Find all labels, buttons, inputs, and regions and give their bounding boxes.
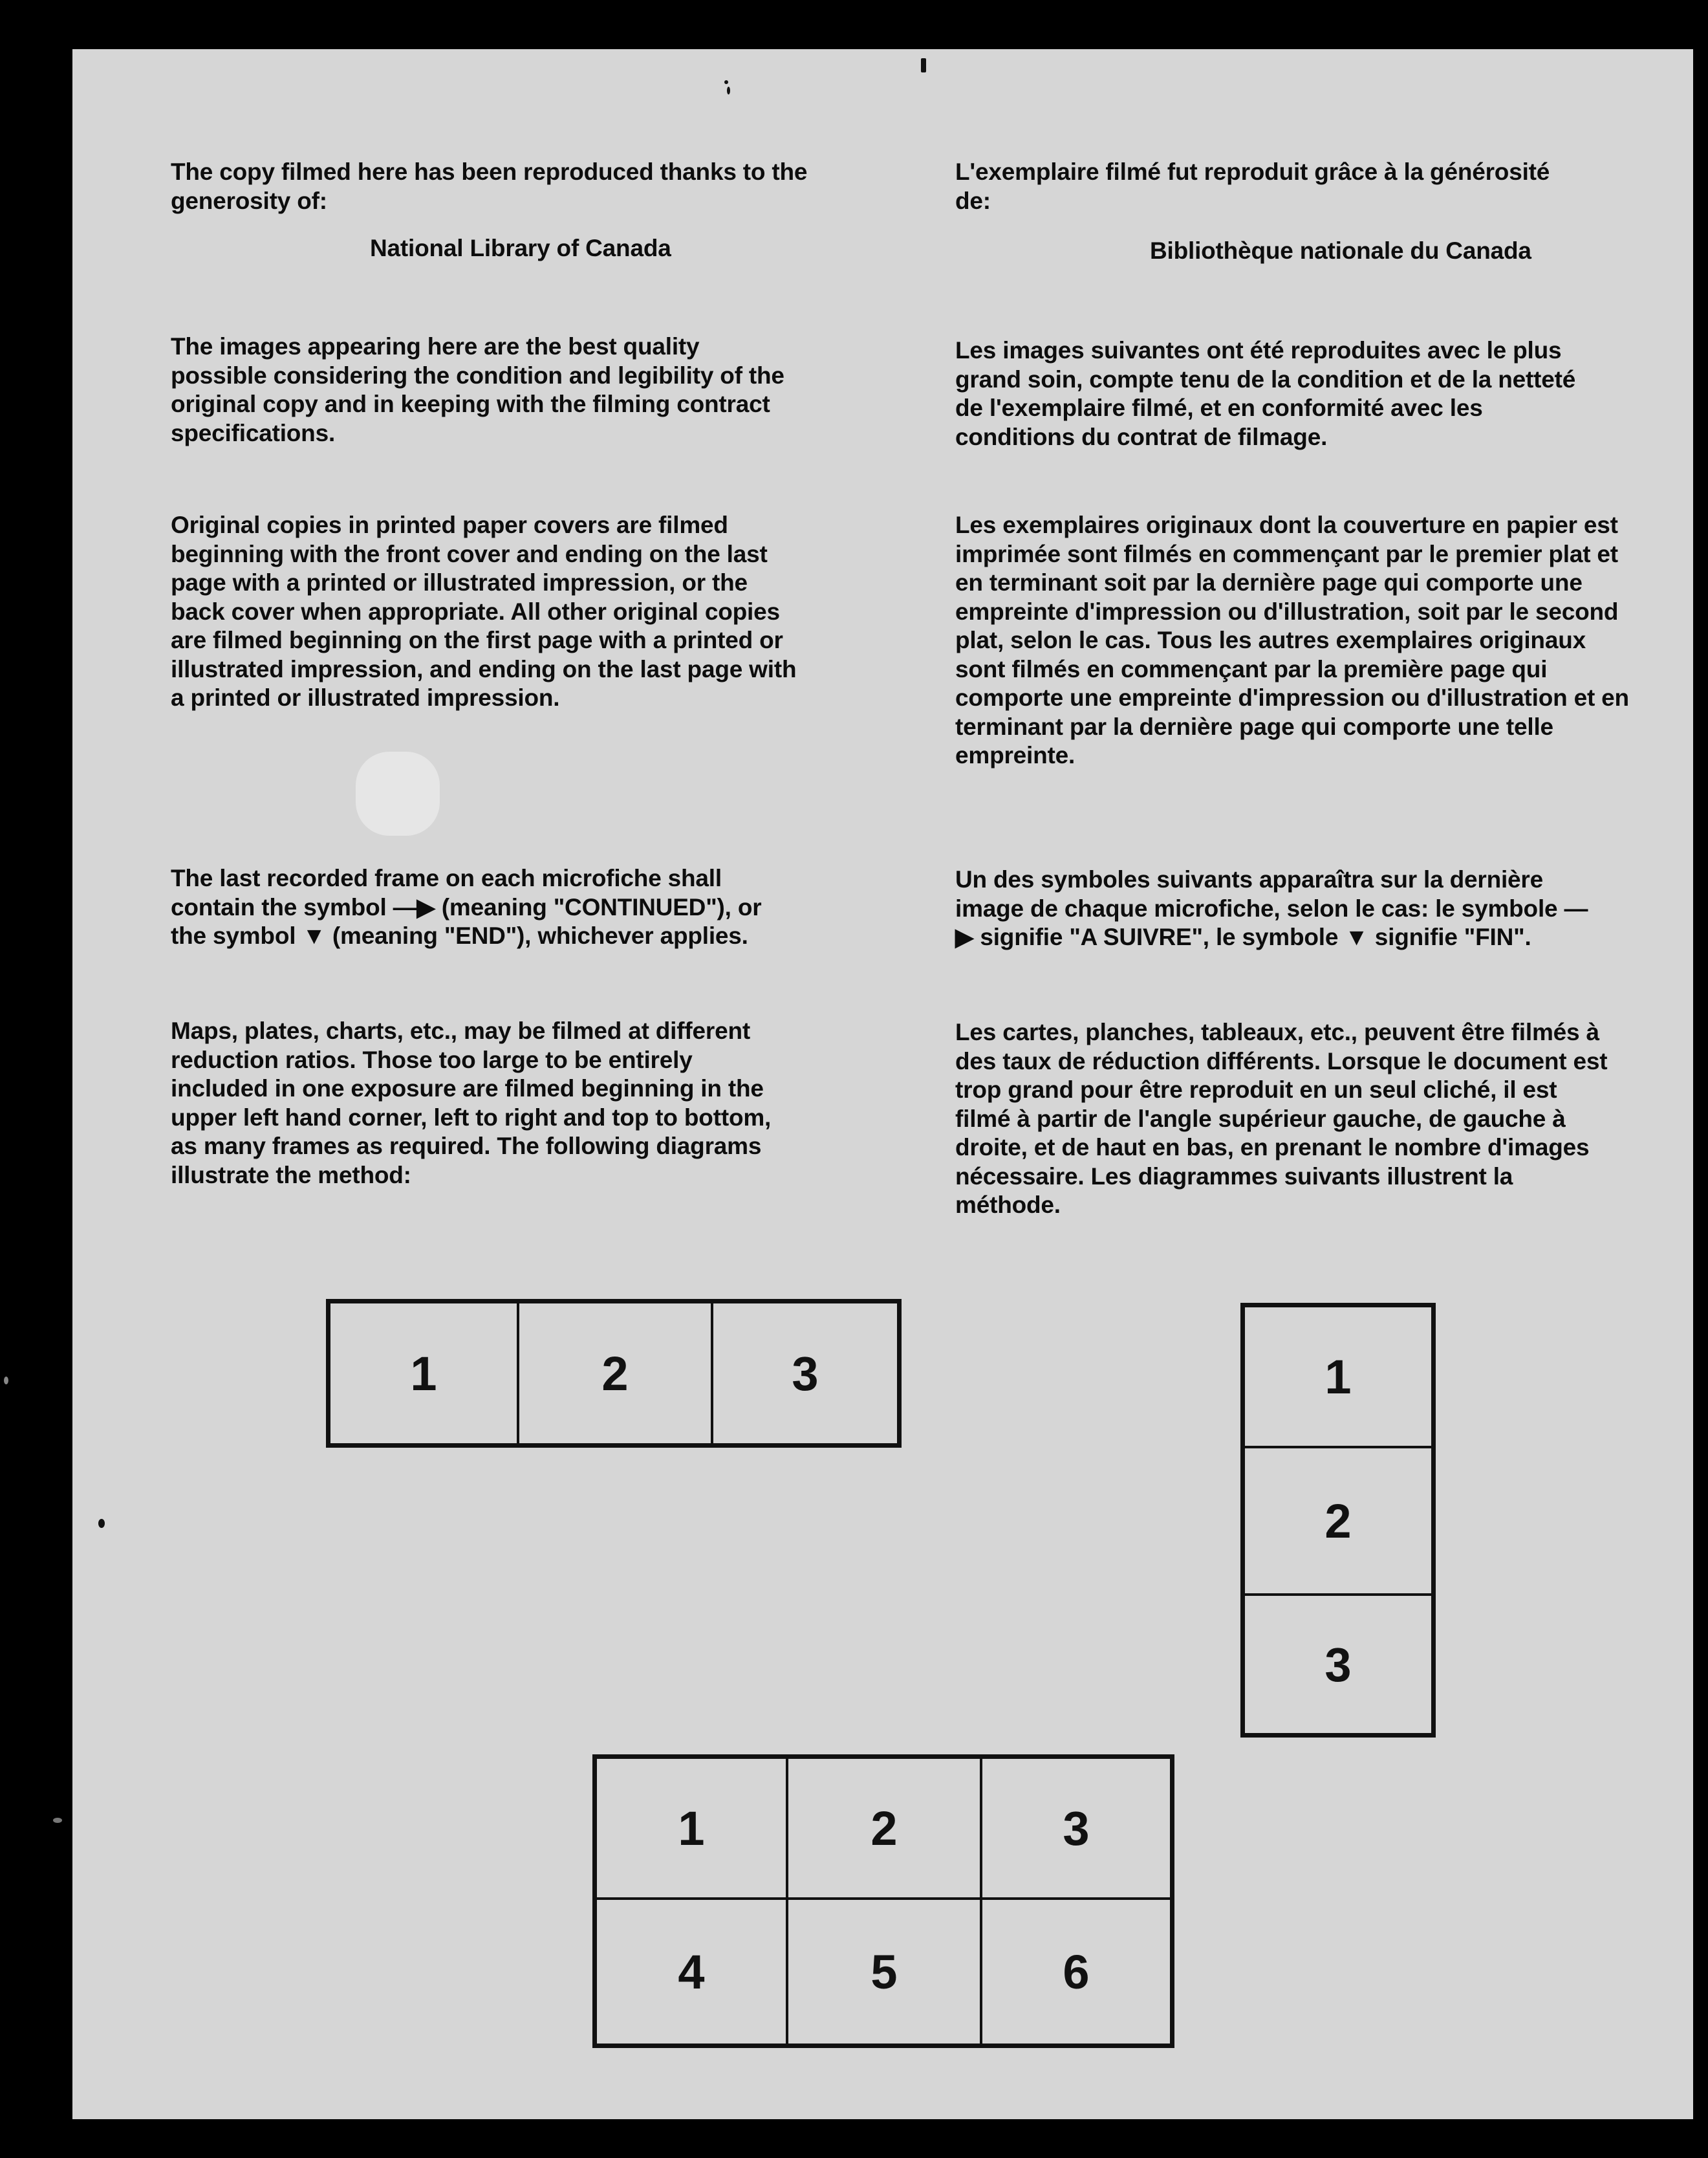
diagram-frame: 6 <box>981 1899 1171 2045</box>
left-maps-paragraph: Maps, plates, charts, etc., may be filmed at different reduction ratios. Those too large to be entirely included in one exposure are filmed beginning in the upper left hand corner, left to right and top to bottom, as many frames as required. The following diagrams illustrate the method: <box>171 1018 772 1188</box>
left-credit: National Library of Canada <box>370 235 671 261</box>
left-symbol-paragraph: The last recorded frame on each microfiche shall contain the symbol —▶ (meaning "CONTINUED"), or the symbol ▼ (meaning "END"), whichever applies. <box>171 865 762 949</box>
left-quality-paragraph: The images appearing here are the best quality possible considering the condition and legibility of the original copy and in keeping with the filming contract specifications. <box>171 333 784 446</box>
border-speck <box>53 1818 62 1823</box>
diagram-frame: 2 <box>1244 1447 1432 1595</box>
vertical-frames-diagram <box>1240 1303 1436 1738</box>
scan-speck <box>921 58 926 72</box>
diagram-frame: 3 <box>981 1758 1171 1899</box>
diagram-frame: 3 <box>1244 1595 1432 1734</box>
diagram-frame: 2 <box>787 1758 981 1899</box>
right-maps-paragraph: Les cartes, planches, tableaux, etc., peuvent être filmés à des taux de réduction différents. Lorsque le document est trop grand pour être reproduit en un seul cliché, il est filmé à partir de l'angle supérieur gauche, de gauche à droite, et de haut en bas, en prenant le nombre d'images nécessaire. Les diagrammes suivants illustrent la méthode. <box>955 1019 1608 1218</box>
left-intro: The copy filmed here has been reproduced thanks to the generosity of: <box>171 158 808 214</box>
diagram-frame: 1 <box>1244 1306 1432 1447</box>
diagram-frame: 1 <box>596 1758 787 1899</box>
diagram-frame: 4 <box>596 1899 787 2045</box>
diagram-frame: 3 <box>712 1302 898 1444</box>
right-original-copies-paragraph: Les exemplaires originaux dont la couverture en papier est imprimée sont filmés en commençant par le premier plat et en terminant soit par la dernière page qui comporte une empreinte d'impression ou d'illustration, soit par le second plat, selon le cas. Tous les autres exemplaires originaux sont filmés en commençant par la première page qui comporte une empreinte d'impression ou d'illustration et en terminant par la dernière page qui comporte une telle empreinte. <box>955 512 1629 768</box>
document-page <box>72 49 1693 2119</box>
right-intro: L'exemplaire filmé fut reproduit grâce à la générosité de: <box>955 158 1550 214</box>
left-original-copies-paragraph: Original copies in printed paper covers are filmed beginning with the front cover and ending on the last page with a printed or illustrated impression, or the back cover when appropriate. All other original copies are filmed beginning on the first page with a printed or illustrated impression, and ending on the last page with a printed or illustrated impression. <box>171 512 797 711</box>
border-speck <box>4 1377 8 1384</box>
scan-smudge <box>356 752 440 836</box>
diagram-frame: 5 <box>787 1899 981 2045</box>
scan-speck <box>724 80 728 84</box>
horizontal-frames-diagram <box>326 1299 902 1448</box>
grid-frames-diagram <box>592 1754 1174 2048</box>
diagram-frame: 2 <box>518 1302 712 1444</box>
diagram-frame: 1 <box>329 1302 518 1444</box>
right-credit: Bibliothèque nationale du Canada <box>1150 237 1531 264</box>
right-quality-paragraph: Les images suivantes ont été reproduites avec le plus grand soin, compte tenu de la condition et de la netteté de l'exemplaire filmé, et en conformité avec les conditions du contrat de filmage. <box>955 337 1576 450</box>
scan-speck <box>727 87 730 94</box>
right-symbol-paragraph: Un des symboles suivants apparaîtra sur la dernière image de chaque microfiche, selon le cas: le symbole —▶ signifie "A SUIVRE", le symbole ▼ signifie "FIN". <box>955 866 1588 950</box>
scan-speck <box>98 1519 105 1528</box>
